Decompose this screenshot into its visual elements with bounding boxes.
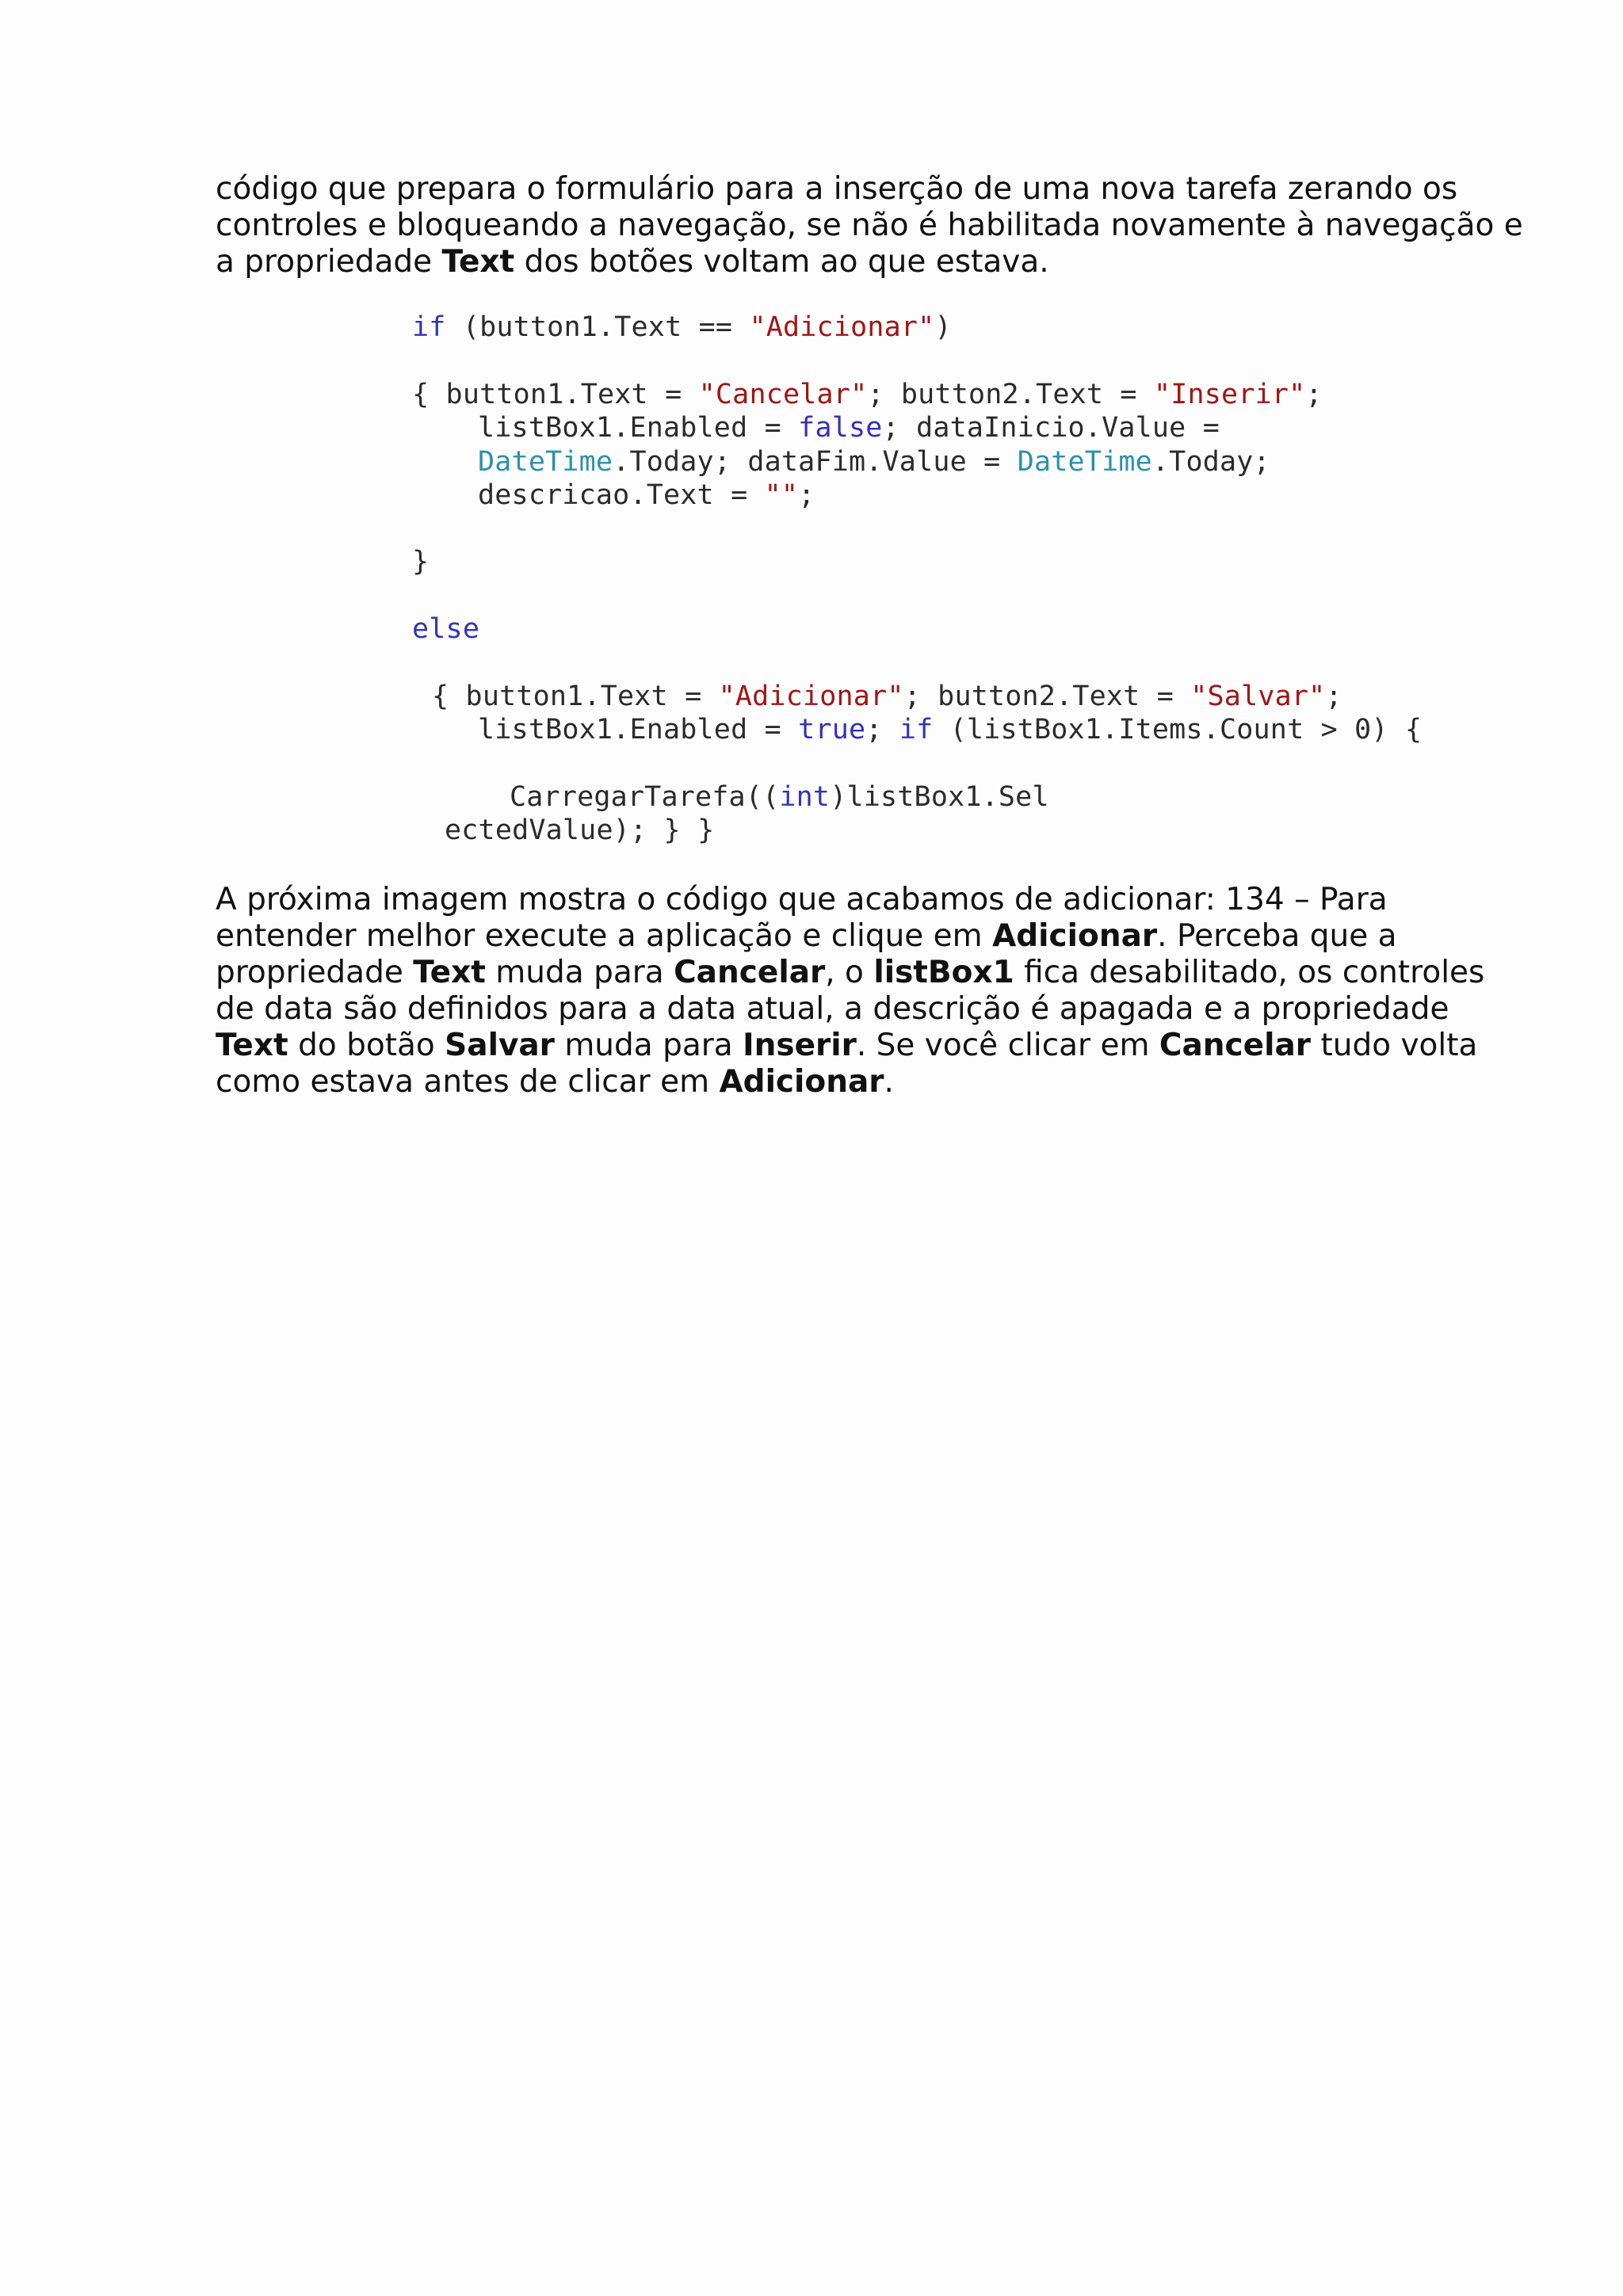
code-keyword: true (798, 714, 866, 746)
code-line (412, 545, 429, 578)
text-run: a propriedade (216, 244, 442, 280)
code-text: ectedValue); } } (445, 814, 715, 846)
code-text: ; button2.Text = (903, 681, 1191, 712)
bold-term: Text (441, 244, 515, 280)
code-keyword: else (412, 613, 480, 645)
code-line (445, 814, 714, 847)
code-text: ; button2.Text = (867, 379, 1154, 410)
code-text: ; (798, 479, 815, 511)
code-line (478, 445, 1270, 479)
text-line (216, 955, 1499, 991)
text-line (216, 208, 1523, 244)
text-run: fica desabilitado, os controles (1014, 955, 1485, 990)
text-run: . Perceba que a (1157, 918, 1397, 954)
bold-term: Inserir (743, 1028, 857, 1063)
code-string: "Cancelar" (698, 379, 868, 410)
code-string: "" (764, 479, 799, 511)
code-text: .Today; (1151, 446, 1270, 478)
bold-term: Text (216, 1028, 288, 1063)
code-string: "Adicionar" (749, 311, 935, 343)
text-line (216, 918, 1499, 955)
bold-term: Adicionar (719, 1064, 884, 1100)
bold-term: Cancelar (1159, 1028, 1312, 1063)
code-text: (listBox1.Items.Count > 0) { (933, 714, 1423, 746)
text-run: de data são definidos para a data atual, a descrição é apagada e a propriedade (216, 991, 1449, 1027)
text-run: tudo volta (1311, 1028, 1478, 1063)
code-line (412, 612, 479, 646)
text-run: propriedade (216, 955, 414, 990)
code-keyword: if (412, 311, 446, 343)
text-run: , o (825, 955, 874, 990)
code-type: DateTime (1017, 446, 1152, 478)
code-text: } (412, 546, 430, 578)
code-keyword: false (798, 412, 883, 444)
code-line (412, 311, 952, 344)
code-text: { button1.Text = (412, 379, 699, 410)
code-text: descricao.Text = (478, 479, 765, 511)
text-run: do botão (288, 1028, 445, 1063)
code-line (432, 680, 1342, 713)
code-string: "Salvar" (1190, 681, 1326, 712)
text-run: muda para (554, 1028, 743, 1063)
text-line (216, 1028, 1499, 1064)
text-line (216, 991, 1499, 1028)
text-run: . Se você clicar em (856, 1028, 1159, 1063)
text-run: muda para (485, 955, 674, 990)
bold-term: Cancelar (674, 955, 826, 990)
code-text: )listBox1.Sel (830, 781, 1049, 813)
text-line (216, 1064, 1499, 1100)
code-line (478, 411, 1220, 444)
code-text: ) (934, 311, 952, 343)
bold-term: listBox1 (873, 955, 1014, 990)
code-text: (button1.Text == (445, 311, 750, 343)
code-string: "Inserir" (1153, 379, 1306, 410)
bold-term: Adicionar (992, 918, 1158, 954)
code-line (510, 780, 1049, 814)
code-text: listBox1.Enabled = (478, 412, 799, 444)
code-text: listBox1.Enabled = (478, 714, 799, 746)
text-run: A próxima imagem mostra o código que acabamos de adicionar: 134 – Para (216, 882, 1388, 917)
code-line (412, 378, 1323, 411)
code-text: ; (1305, 379, 1323, 410)
code-keyword: int (779, 781, 831, 813)
code-text: .Today; dataFim.Value = (613, 446, 1018, 478)
text-run: código que prepara o formulário para a inserção de uma nova tarefa zerando os (216, 171, 1458, 207)
text-run: dos botões voltam ao que estava. (514, 244, 1049, 280)
text-line (216, 171, 1499, 208)
code-text: ; dataInicio.Value = (882, 412, 1220, 444)
code-type: DateTime (478, 446, 613, 478)
code-line (478, 713, 1422, 746)
intro-paragraph (216, 171, 1523, 280)
text-run: . (884, 1064, 894, 1100)
text-run: controles e bloqueando a navegação, se não é habilitada novamente à navegação e (216, 208, 1523, 243)
code-line (478, 479, 815, 512)
text-line (216, 882, 1499, 918)
code-string: "Adicionar" (718, 681, 904, 712)
code-keyword: if (899, 714, 934, 746)
code-text: { button1.Text = (432, 681, 719, 712)
text-line (216, 244, 1499, 280)
text-run: entender melhor execute a aplicação e clique em (216, 918, 993, 954)
code-text: ; (865, 714, 899, 746)
bold-term: Text (413, 955, 486, 990)
text-run: como estava antes de clicar em (216, 1064, 720, 1100)
code-text: ; (1325, 681, 1342, 712)
bold-term: Salvar (445, 1028, 555, 1063)
explanation-paragraph (216, 882, 1499, 1100)
code-text: CarregarTarefa(( (510, 781, 780, 813)
